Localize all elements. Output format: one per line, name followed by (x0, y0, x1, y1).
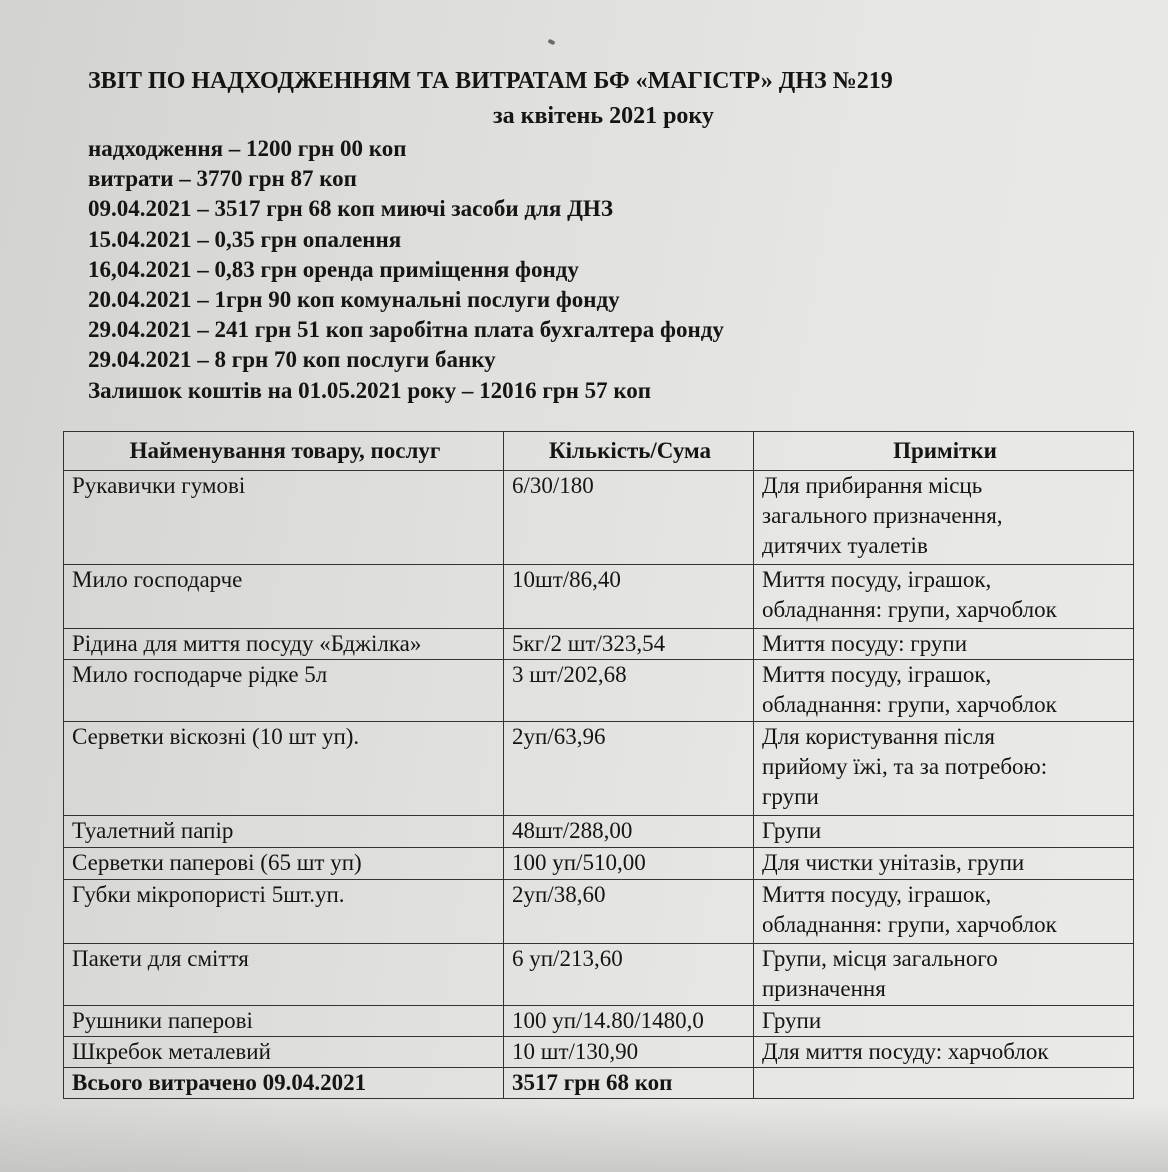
table-row (64, 944, 1134, 1006)
column-header-name: Найменування товару, послуг (64, 432, 504, 471)
item-notes (754, 880, 1134, 944)
table-row (64, 722, 1134, 816)
item-name: Серветки віскозні (10 шт уп). (64, 722, 504, 816)
summary-balance: Залишок коштів на 01.05.2021 року – 12016 грн 57 коп (88, 377, 652, 403)
note-line: обладнання: групи, харчоблок (762, 597, 1057, 622)
item-notes (754, 660, 1134, 722)
note-line: Групи (762, 1008, 822, 1033)
item-name: Шкребок металевий (64, 1037, 504, 1068)
item-quantity: 10 шт/130,90 (504, 1037, 754, 1068)
note-line: Для користування після (762, 724, 995, 749)
item-name: Губки мікропористі 5шт.уп. (64, 880, 504, 944)
table-row (64, 660, 1134, 722)
item-quantity: 100 уп/14.80/1480,0 (504, 1006, 754, 1037)
total-amount: 3517 грн 68 коп (504, 1068, 754, 1099)
note-line: обладнання: групи, харчоблок (762, 912, 1057, 937)
note-line: Миття посуду, іграшок, (762, 567, 992, 592)
note-line: загального призначення, (762, 503, 1003, 528)
table-row (64, 848, 1134, 880)
total-label: Всього витрачено 09.04.2021 (64, 1068, 504, 1099)
column-header-notes: Примітки (754, 432, 1134, 471)
paper-speck (547, 39, 555, 46)
note-line: дитячих туалетів (762, 533, 928, 558)
item-quantity: 6 уп/213,60 (504, 944, 754, 1006)
item-notes (754, 848, 1134, 880)
summary-expenses: витрати – 3770 грн 87 коп (88, 166, 357, 192)
note-line: Групи, місця загального (762, 946, 998, 971)
summary-item: 15.04.2021 – 0,35 грн опалення (88, 226, 402, 252)
table-row (64, 880, 1134, 944)
item-name: Мило господарче рідке 5л (64, 660, 504, 722)
table-header-row (64, 432, 1134, 471)
summary-income: надходження – 1200 грн 00 коп (88, 136, 407, 161)
note-line: Для чистки унітазів, групи (762, 850, 1025, 875)
summary-item: 29.04.2021 – 8 грн 70 коп послуги банку (88, 347, 496, 373)
page-shadow (0, 1102, 1168, 1172)
summary-block (88, 134, 724, 406)
table-row (64, 629, 1134, 660)
item-quantity: 2уп/38,60 (504, 880, 754, 944)
report-title: ЗВІТ ПО НАДХОДЖЕННЯМ ТА ВИТРАТАМ БФ «МАГІСТР» ДНЗ №219 (88, 68, 893, 94)
item-name: Рідина для миття посуду «Бджілка» (64, 629, 504, 660)
note-line: призначення (762, 976, 886, 1001)
summary-item: 20.04.2021 – 1грн 90 коп комунальні послуги фонду (88, 287, 620, 313)
table-row (64, 1037, 1134, 1068)
item-quantity: 48шт/288,00 (504, 816, 754, 848)
note-line: Для прибирання місць (762, 473, 983, 498)
item-quantity: 10шт/86,40 (504, 565, 754, 629)
item-name: Рукавички гумові (64, 471, 504, 565)
item-notes (754, 629, 1134, 660)
note-line: прийому їжі, та за потребою: (762, 754, 1048, 779)
item-notes (754, 1037, 1134, 1068)
item-notes (754, 1006, 1134, 1037)
report-period: за квітень 2021 року (493, 103, 714, 129)
note-line: Миття посуду: групи (762, 631, 968, 656)
item-quantity: 6/30/180 (504, 471, 754, 565)
table-row (64, 471, 1134, 565)
item-quantity: 3 шт/202,68 (504, 660, 754, 722)
expense-table (63, 431, 1134, 1099)
table-total-row (64, 1068, 1134, 1099)
item-name: Рушники паперові (64, 1006, 504, 1037)
summary-item: 29.04.2021 – 241 грн 51 коп заробітна плата бухгалтера фонду (88, 317, 724, 343)
note-line: групи (762, 784, 819, 809)
item-notes (754, 722, 1134, 816)
note-line: Групи (762, 818, 822, 843)
column-header-quantity: Кількість/Сума (504, 432, 754, 471)
item-notes (754, 816, 1134, 848)
item-notes (754, 944, 1134, 1006)
item-notes (754, 565, 1134, 629)
table-row (64, 565, 1134, 629)
note-line: Миття посуду, іграшок, (762, 882, 992, 907)
note-line: Для миття посуду: харчоблок (762, 1039, 1049, 1064)
note-line: Миття посуду, іграшок, (762, 662, 992, 687)
summary-item: 16,04.2021 – 0,83 грн оренда приміщення фонду (88, 256, 579, 282)
item-name: Серветки паперові (65 шт уп) (64, 848, 504, 880)
item-notes (754, 471, 1134, 565)
item-name: Туалетний папір (64, 816, 504, 848)
table-row (64, 816, 1134, 848)
item-quantity: 5кг/2 шт/323,54 (504, 629, 754, 660)
item-quantity: 2уп/63,96 (504, 722, 754, 816)
table-row (64, 1006, 1134, 1037)
item-name: Пакети для сміття (64, 944, 504, 1006)
item-name: Мило господарче (64, 565, 504, 629)
summary-item: 09.04.2021 – 3517 грн 68 коп миючі засоби для ДНЗ (88, 196, 613, 222)
item-quantity: 100 уп/510,00 (504, 848, 754, 880)
total-notes (754, 1068, 1134, 1099)
note-line: обладнання: групи, харчоблок (762, 692, 1057, 717)
